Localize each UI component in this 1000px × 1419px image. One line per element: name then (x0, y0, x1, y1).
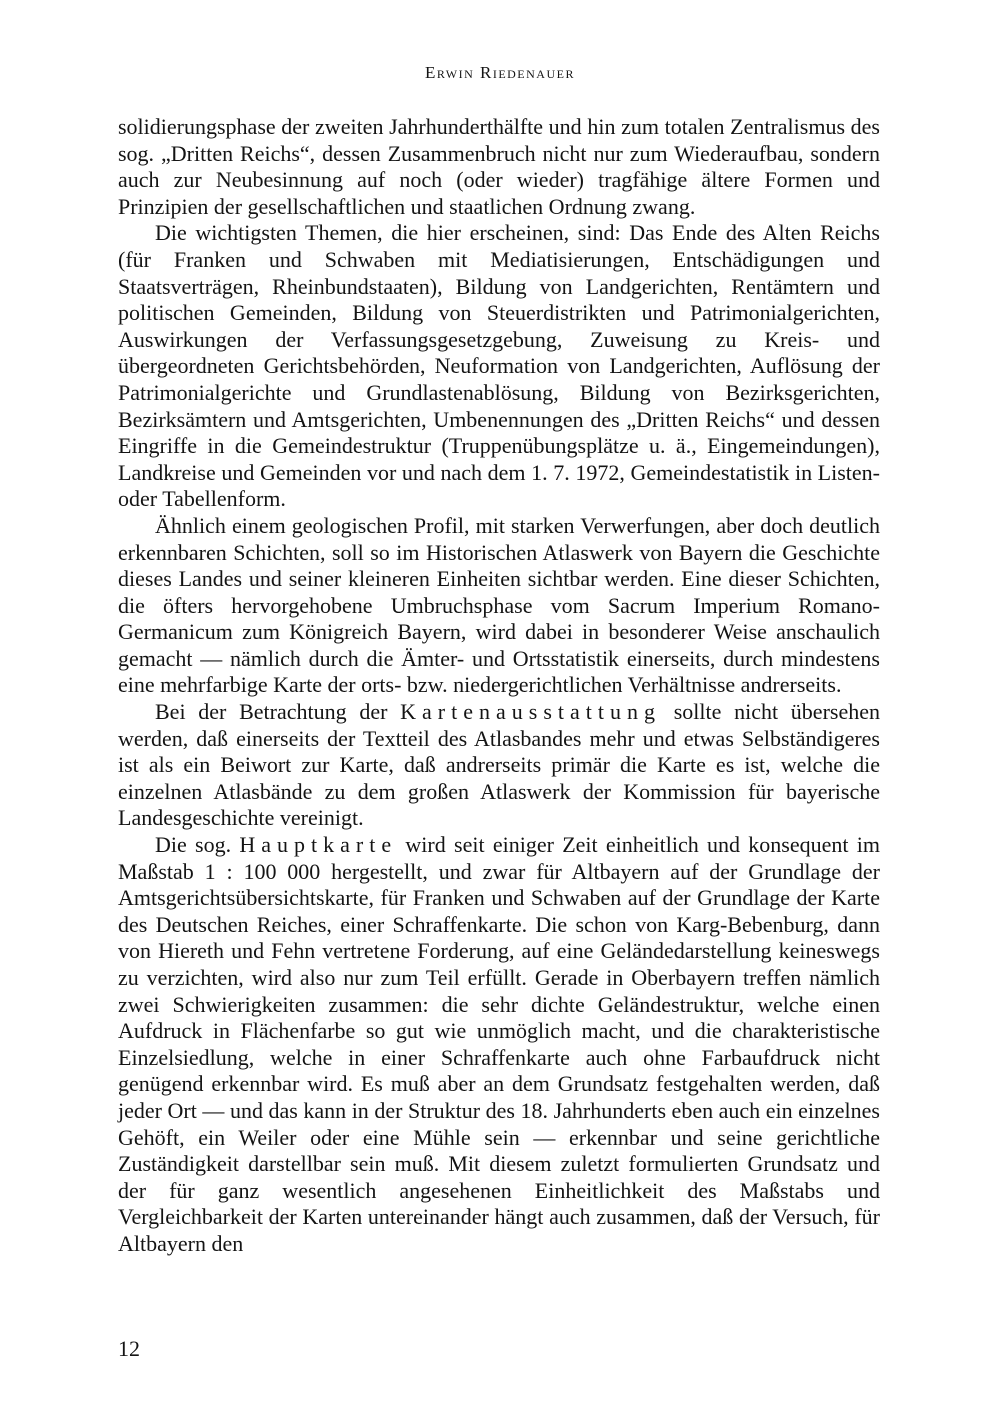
paragraph-4-text-end: sollte nicht übersehen werden, daß einerseits der Textteil des Atlasbandes mehr und etwas Selbständigeres ist als ein Beiwort zur Karte, daß andrerseits primär die Karte es ist, welche die einzelnen Atlasbände zu dem großen Atlaswerk der Kommission für bayerische Landesgeschichte vereinigt. (118, 699, 880, 831)
paragraph-3 (118, 513, 880, 699)
paragraph-4-emphasis: Kartenausstattung (400, 699, 661, 725)
paragraph-4-text-start: Bei der Betrachtung der (155, 699, 401, 725)
running-head: Erwin Riedenauer (425, 63, 575, 82)
paragraph-1-text: solidierungsphase der zweiten Jahrhunderthälfte und hin zum totalen Zentralismus des sog. „Dritten Reichs“, dessen Zusammenbruch nicht nur zum Wiederaufbau, sondern auch zur Neubesinnung auf noch (oder wieder) tragfähige ältere Formen und Prinzipien der gesellschaftlichen und staatlichen Ordnung zwang. (118, 114, 880, 219)
paragraph-1 (118, 114, 880, 220)
paragraph-2-text: Die wichtigsten Themen, die hier erscheinen, sind: Das Ende des Alten Reichs (für Franken und Schwaben mit Mediatisierungen, Entschädigungen und Staatsverträgen, Rheinbundstaaten), Bildung von Landgerichten, Rentämtern und politischen Gemeinden, Bildung von Steuerdistrikten und Patrimonialgerichten, Auswirkungen der Verfassungsgesetzgebung, Zuweisung zu Kreis- und übergeordneten Gerichtsbehörden, Neuformation von Landgerichten, Auflösung der Patrimonialgerichte und Grundlastenablösung, Bildung von Bezirksgerichten, Bezirksämtern und Amtsgerichten, Umbenennungen des „Dritten Reichs“ und dessen Eingriffe in die Gemeindestruktur (Truppenübungsplätze u. ä., Eingemeindungen), Landkreise und Gemeinden vor und nach dem 1. 7. 1972, Gemeindestatistik in Listen- oder Tabellenform. (118, 220, 880, 512)
paragraph-2 (118, 220, 880, 513)
paragraph-4 (118, 699, 880, 832)
paragraph-5 (118, 832, 880, 1258)
paragraph-5-emphasis: Hauptkarte (239, 832, 398, 858)
paragraph-3-text: Ähnlich einem geologischen Profil, mit starken Verwerfungen, aber doch deutlich erkennbaren Schichten, soll so im Historischen Atlaswerk von Bayern die Geschichte dieses Landes und seiner kleineren Einheiten sichtbar werden. Eine dieser Schichten, die öfters hervorgehobene Umbruchsphase vom Sacrum Imperium Romano-Germanicum zum Königreich Bayern, wird dabei in besonderer Weise anschaulich gemacht — nämlich durch die Ämter- und Ortsstatistik einerseits, durch mindestens eine mehrfarbige Karte der orts- bzw. niedergerichtlichen Verhältnisse andrerseits. (118, 512, 880, 698)
body-text (118, 114, 880, 1258)
page-number: 12 (118, 1336, 140, 1361)
paragraph-5-text-end: wird seit einiger Zeit einheitlich und konsequent im Maßstab 1 : 100 000 hergestellt, und zwar für Altbayern auf der Grundlage der Amtsgerichtsübersichtskarte, für Franken und Schwaben auf der Grundlage der Karte des Deutschen Reiches, einer Schraffenkarte. Die schon von Karg-Bebenburg, dann von Hiereth und Fehn vertretene Forderung, auf eine Geländedarstellung keineswegs zu verzichten, wird also nur zum Teil erfüllt. Gerade in Oberbayern treffen nämlich zwei Schwierigkeiten zusammen: die sehr dichte Geländestruktur, welche einen Aufdruck in Flächenfarbe so gut wie unmöglich macht, und die charakteristische Einzelsiedlung, welche in einer Schraffenkarte auch ohne Farbaufdruck nicht genügend erkennbar wird. Es muß aber an dem Grundsatz festgehalten werden, daß jeder Ort — und das kann in der Struktur des 18. Jahrhunderts eben auch ein einzelnes Gehöft, ein Weiler oder eine Mühle sein — erkennbar und seine gerichtliche Zuständigkeit darstellbar sein muß. Mit diesem zuletzt formulierten Grundsatz und der für ganz wesentlich angesehenen Einheitlichkeit des Maßstabs und Vergleichbarkeit der Karten untereinander hängt auch zusammen, daß der Versuch, für Altbayern den (118, 832, 881, 1256)
paragraph-5-text-start: Die sog. (155, 832, 240, 858)
